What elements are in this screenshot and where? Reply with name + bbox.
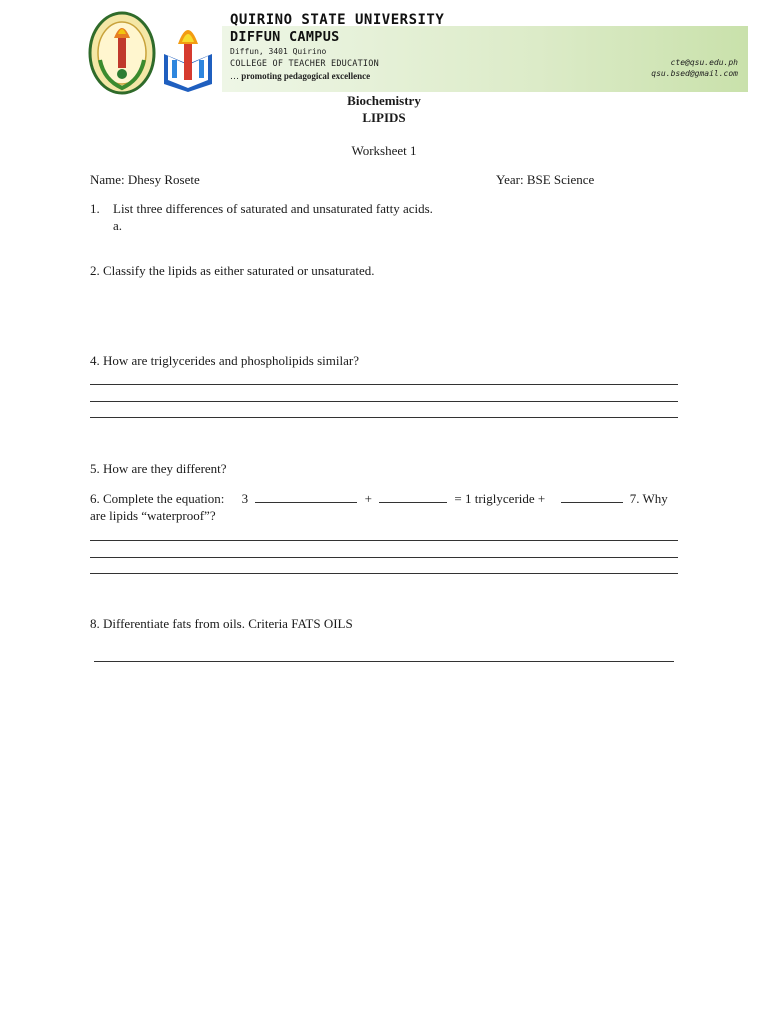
question-4: 4. How are triglycerides and phospholipids similar? — [90, 353, 359, 368]
college-torch-logo — [160, 14, 216, 92]
answer-line[interactable] — [90, 556, 678, 558]
question-2: 2. Classify the lipids as either saturated or unsaturated. — [90, 263, 375, 278]
answer-line[interactable] — [90, 383, 678, 385]
question-7-start: 7. Why — [629, 491, 668, 506]
motto-text: promoting pedagogical excellence — [241, 71, 371, 81]
equation-result: = 1 triglyceride + — [454, 491, 546, 506]
equation-blank-1[interactable] — [255, 491, 357, 503]
college-name: COLLEGE OF TEACHER EDUCATION — [230, 59, 379, 69]
question-5: 5. How are they different? — [90, 461, 227, 476]
equation-plus: + — [364, 491, 372, 506]
question-7-text: are lipids “waterproof”? — [90, 508, 216, 523]
motto-prefix: … — [230, 71, 239, 81]
question-6 — [90, 491, 668, 507]
equation-blank-3[interactable] — [561, 491, 623, 503]
university-seal-logo — [88, 10, 156, 96]
college-motto — [230, 71, 370, 81]
question-1-sub-a: a. — [113, 218, 123, 233]
answer-line[interactable] — [94, 660, 674, 662]
campus-address: Diffun, 3401 Quirino — [230, 47, 327, 56]
email-cte: cte@qsu.edu.ph — [670, 58, 738, 67]
question-6-text: 6. Complete the equation: — [90, 491, 225, 506]
student-name: Name: Dhesy Rosete — [90, 172, 200, 187]
student-year: Year: BSE Science — [496, 172, 595, 187]
answer-line[interactable] — [90, 400, 678, 402]
campus-name: DIFFUN CAMPUS — [230, 29, 340, 45]
email-bsed: qsu.bsed@gmail.com — [651, 69, 738, 78]
answer-line[interactable] — [90, 416, 678, 418]
question-1-text: List three differences of saturated and unsaturated fatty acids. — [113, 201, 433, 216]
answer-line[interactable] — [90, 539, 678, 541]
question-8: 8. Differentiate fats from oils. Criteria FATS OILS — [90, 616, 353, 631]
worksheet-label: Worksheet 1 — [351, 143, 417, 158]
answer-line[interactable] — [90, 572, 678, 574]
subject-title: Biochemistry — [347, 93, 421, 108]
question-1-number: 1. — [90, 201, 100, 216]
topic-title: LIPIDS — [362, 110, 406, 125]
equation-blank-2[interactable] — [379, 491, 447, 503]
university-name: QUIRINO STATE UNIVERSITY — [230, 12, 445, 28]
question-6-coefficient: 3 — [241, 491, 249, 506]
question-1 — [90, 201, 433, 217]
